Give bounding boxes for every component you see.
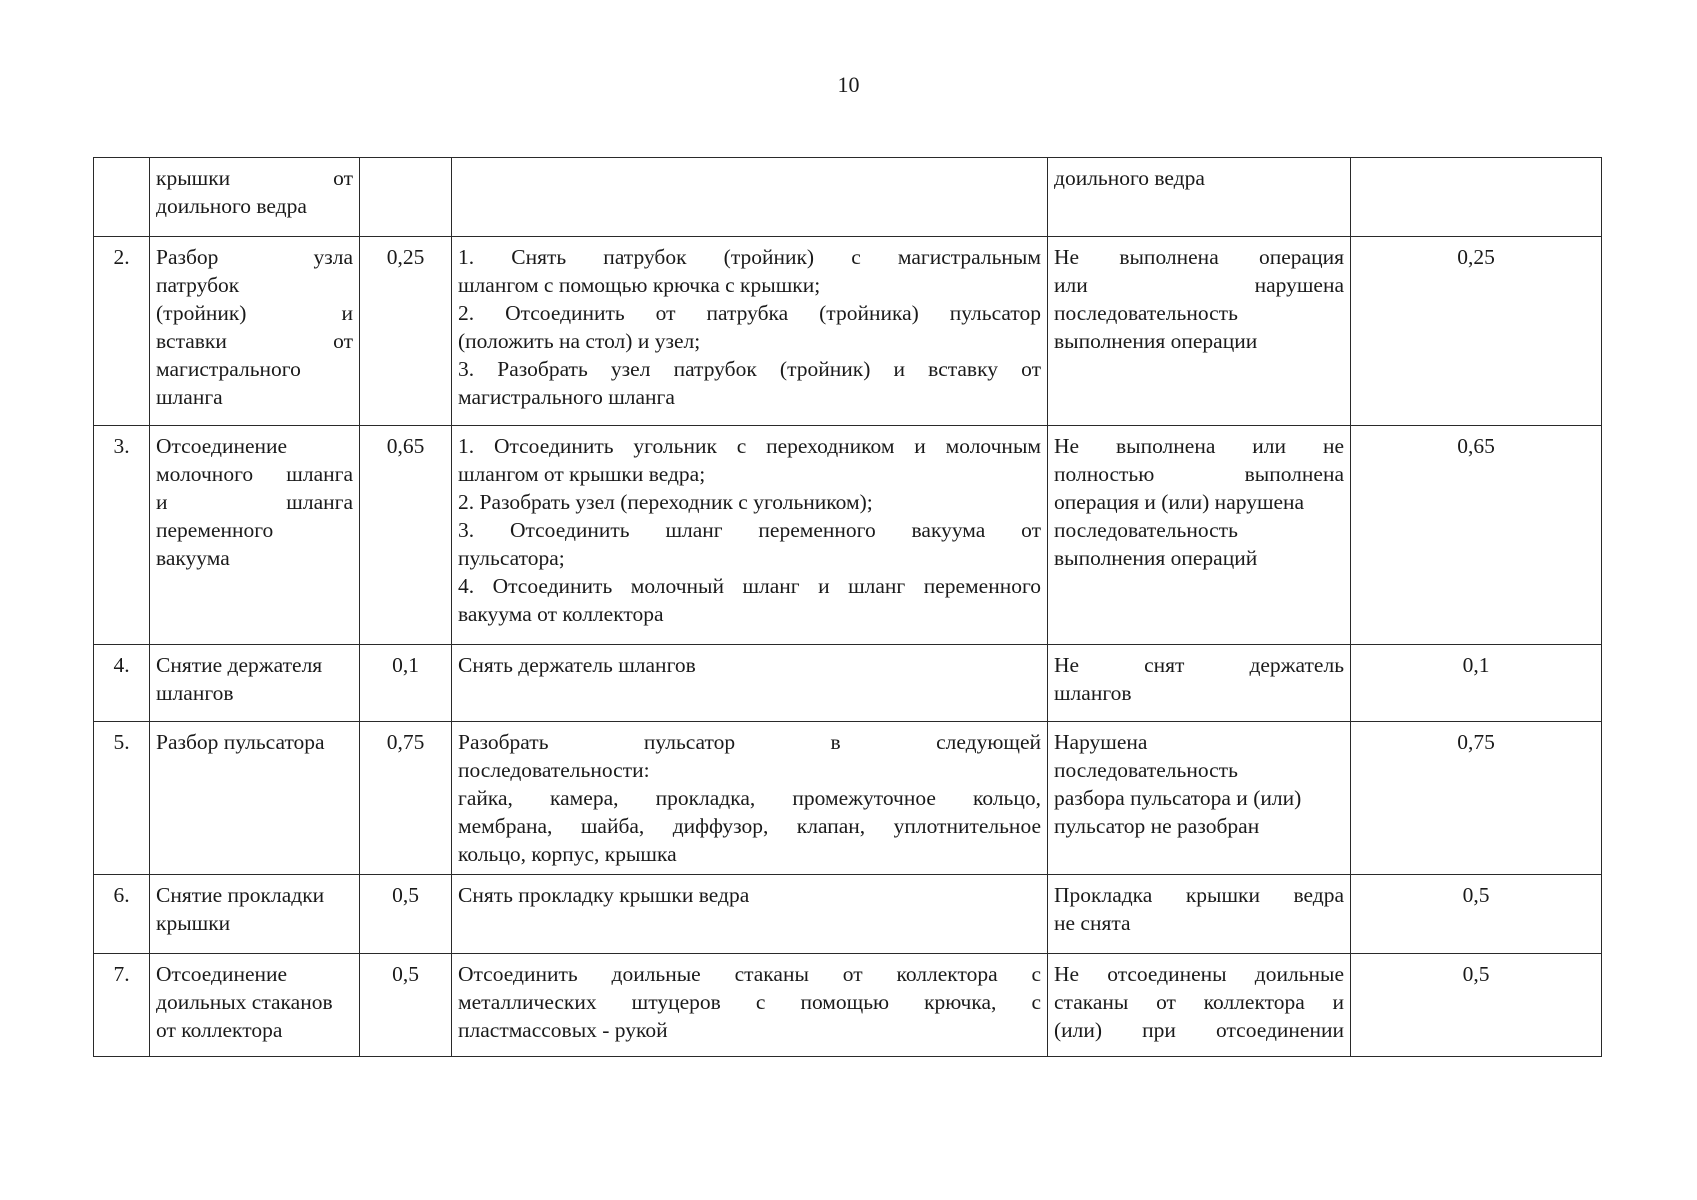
cell-number: 4. bbox=[94, 645, 150, 722]
text-line: шланга bbox=[156, 385, 223, 409]
cell-operation-name bbox=[150, 954, 360, 1057]
text-line: гайка, камера, прокладка, промежуточное кольцо, bbox=[458, 786, 1041, 810]
cell-operation-name bbox=[150, 722, 360, 875]
text-line: Нарушена bbox=[1054, 730, 1148, 754]
cell-content bbox=[452, 954, 1048, 1057]
table-row bbox=[94, 954, 1602, 1057]
text-line: и шланга bbox=[156, 490, 353, 514]
cell-score bbox=[1351, 158, 1602, 237]
text-line: (положить на стол) и узел; bbox=[458, 329, 701, 353]
table-row bbox=[94, 875, 1602, 954]
text-line: шлангом от крышки ведра; bbox=[458, 462, 706, 486]
text-line: полностью выполнена bbox=[1054, 462, 1344, 486]
text-line: Не снят держатель bbox=[1054, 653, 1344, 677]
text-line: Снятие держателя bbox=[156, 653, 323, 677]
table-row bbox=[94, 426, 1602, 645]
text-line: шлангов bbox=[156, 681, 234, 705]
cell-error bbox=[1048, 954, 1351, 1057]
text-line: вставки от bbox=[156, 329, 353, 353]
cell-error bbox=[1048, 237, 1351, 426]
text-line: или нарушена bbox=[1054, 273, 1344, 297]
text-line: 3. Разобрать узел патрубок (тройник) и вставку от bbox=[458, 357, 1041, 381]
text-line: Разбор пульсатора bbox=[156, 730, 325, 754]
text-line: вакуума от коллектора bbox=[458, 602, 664, 626]
cell-error bbox=[1048, 875, 1351, 954]
text-line: стаканы от коллектора и bbox=[1054, 990, 1344, 1014]
cell-time: 0,65 bbox=[360, 426, 452, 645]
cell-error: доильного ведра bbox=[1048, 158, 1351, 237]
text-line: 1. Снять патрубок (тройник) с магистральным bbox=[458, 245, 1041, 269]
text-line: не снята bbox=[1054, 911, 1131, 935]
cell-time bbox=[360, 158, 452, 237]
text-line: мембрана, шайба, диффузор, клапан, уплотнительное bbox=[458, 814, 1041, 838]
table-row bbox=[94, 722, 1602, 875]
cell-score: 0,5 bbox=[1351, 954, 1602, 1057]
cell-content bbox=[452, 237, 1048, 426]
text-line: операция и (или) нарушена bbox=[1054, 490, 1305, 514]
cell-error bbox=[1048, 645, 1351, 722]
text-line: Не выполнена операция bbox=[1054, 245, 1344, 269]
text-line: магистрального bbox=[156, 357, 301, 381]
cell-score: 0,25 bbox=[1351, 237, 1602, 426]
text-line: от коллектора bbox=[156, 1018, 283, 1042]
page-number: 10 bbox=[837, 72, 860, 97]
assessment-table bbox=[93, 157, 1602, 1057]
text-line: молочного шланга bbox=[156, 462, 353, 486]
cell-content bbox=[452, 645, 1048, 722]
text-line: магистрального шланга bbox=[458, 385, 675, 409]
table-row bbox=[94, 237, 1602, 426]
text-line: вакуума bbox=[156, 546, 230, 570]
text-line: 3. Отсоединить шланг переменного вакуума от bbox=[458, 518, 1041, 542]
text-line: крышки bbox=[156, 911, 231, 935]
text-line: металлических штуцеров с помощью крючка, с bbox=[458, 990, 1041, 1014]
text-line: последовательность bbox=[1054, 518, 1238, 542]
text-line: разбора пульсатора и (или) bbox=[1054, 786, 1302, 810]
text-line: переменного bbox=[156, 518, 274, 542]
text-line: Снять держатель шлангов bbox=[458, 653, 696, 677]
text-line: шлангов bbox=[1054, 681, 1132, 705]
cell-time: 0,1 bbox=[360, 645, 452, 722]
cell-time: 0,5 bbox=[360, 875, 452, 954]
cell-number: 6. bbox=[94, 875, 150, 954]
text-line: 2. Отсоединить от патрубка (тройника) пульсатор bbox=[458, 301, 1041, 325]
cell-number bbox=[94, 158, 150, 237]
cell-content bbox=[452, 426, 1048, 645]
text-line: доильного ведра bbox=[156, 194, 307, 218]
text-line: выполнения операций bbox=[1054, 546, 1258, 570]
text-line: Разобрать пульсатор в следующей bbox=[458, 730, 1041, 754]
cell-error bbox=[1048, 426, 1351, 645]
table-row bbox=[94, 645, 1602, 722]
cell-score: 0,1 bbox=[1351, 645, 1602, 722]
cell-content bbox=[452, 158, 1048, 237]
cell-error bbox=[1048, 722, 1351, 875]
cell-score: 0,65 bbox=[1351, 426, 1602, 645]
cell-number: 3. bbox=[94, 426, 150, 645]
cell-time: 0,5 bbox=[360, 954, 452, 1057]
cell-number: 5. bbox=[94, 722, 150, 875]
text-line: 1. Отсоединить угольник с переходником и молочным bbox=[458, 434, 1041, 458]
cell-number: 7. bbox=[94, 954, 150, 1057]
text-line: доильных стаканов bbox=[156, 990, 333, 1014]
table-row-continuation bbox=[94, 158, 1602, 237]
text-line: Прокладка крышки ведра bbox=[1054, 883, 1344, 907]
cell-content bbox=[452, 875, 1048, 954]
text-line: (тройник) и bbox=[156, 301, 353, 325]
text-line: Не выполнена или не bbox=[1054, 434, 1344, 458]
cell-content bbox=[452, 722, 1048, 875]
text-line: крышки от bbox=[156, 166, 353, 190]
text-line: Отсоединить доильные стаканы от коллектора с bbox=[458, 962, 1041, 986]
text-line: шлангом с помощью крючка с крышки; bbox=[458, 273, 821, 297]
text-line: выполнения операции bbox=[1054, 329, 1258, 353]
text-line: пульсатор не разобран bbox=[1054, 814, 1260, 838]
cell-operation-name bbox=[150, 645, 360, 722]
text-line: Отсоединение bbox=[156, 962, 288, 986]
text-line: пластмассовых - рукой bbox=[458, 1018, 668, 1042]
cell-time: 0,75 bbox=[360, 722, 452, 875]
cell-operation-name bbox=[150, 875, 360, 954]
text-line: (или) при отсоединении bbox=[1054, 1018, 1344, 1042]
text-line: последовательность bbox=[1054, 301, 1238, 325]
cell-time: 0,25 bbox=[360, 237, 452, 426]
text-line: пульсатора; bbox=[458, 546, 565, 570]
text-line: 4. Отсоединить молочный шланг и шланг переменного bbox=[458, 574, 1041, 598]
text-line: последовательности: bbox=[458, 758, 650, 782]
text-line: Снять прокладку крышки ведра bbox=[458, 883, 750, 907]
cell-operation-name bbox=[150, 237, 360, 426]
cell-score: 0,75 bbox=[1351, 722, 1602, 875]
cell-score: 0,5 bbox=[1351, 875, 1602, 954]
text-line: Снятие прокладки bbox=[156, 883, 325, 907]
text-line: Не отсоединены доильные bbox=[1054, 962, 1344, 986]
cell-operation-name bbox=[150, 158, 360, 237]
cell-number: 2. bbox=[94, 237, 150, 426]
text-line: Отсоединение bbox=[156, 434, 288, 458]
text-line: кольцо, корпус, крышка bbox=[458, 842, 677, 866]
text-line: патрубок bbox=[156, 273, 240, 297]
text-line: 2. Разобрать узел (переходник с угольником); bbox=[458, 490, 873, 514]
text-line: последовательность bbox=[1054, 758, 1238, 782]
cell-operation-name bbox=[150, 426, 360, 645]
text-line: Разбор узла bbox=[156, 245, 353, 269]
